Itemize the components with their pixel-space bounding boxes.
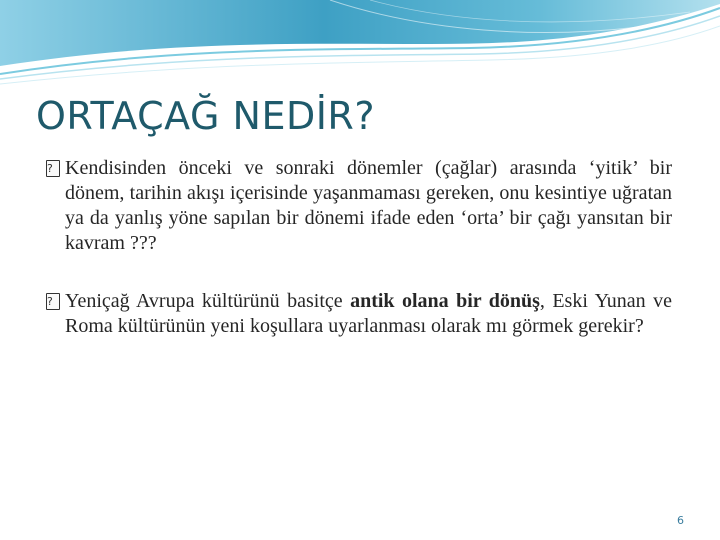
bullet-item xyxy=(46,289,672,339)
bullet-list xyxy=(46,156,672,339)
bullet-text: , Eski Yunan ve Roma kültürünün yeni koşullara uyarlanması olarak mı görmek gerekir? xyxy=(65,290,672,337)
bullet-text-bold: antik olana bir dönüş xyxy=(350,290,540,312)
bullet-item xyxy=(46,156,672,256)
slide-title: ORTAÇAĞ NEDİR? xyxy=(36,94,375,138)
bullet-marker-icon: ? xyxy=(46,293,60,310)
bullet-text: Yeniçağ Avrupa kültürünü basitçe xyxy=(65,290,351,312)
page-number: 6 xyxy=(677,514,684,527)
bullet-text: Kendisinden önceki ve sonraki dönemler (çağlar) arasında ‘yitik’ bir dönem, tarihin akışı içerisinde yaşanmaması gereken, onu kesintiye uğratan ya da yanlış yöne sapılan bir dönemi ifade eden ‘orta’ bir çağı yansıtan bir kavram ??? xyxy=(65,157,672,254)
header-wave-decoration xyxy=(0,0,720,90)
bullet-marker-icon: ? xyxy=(46,160,60,177)
